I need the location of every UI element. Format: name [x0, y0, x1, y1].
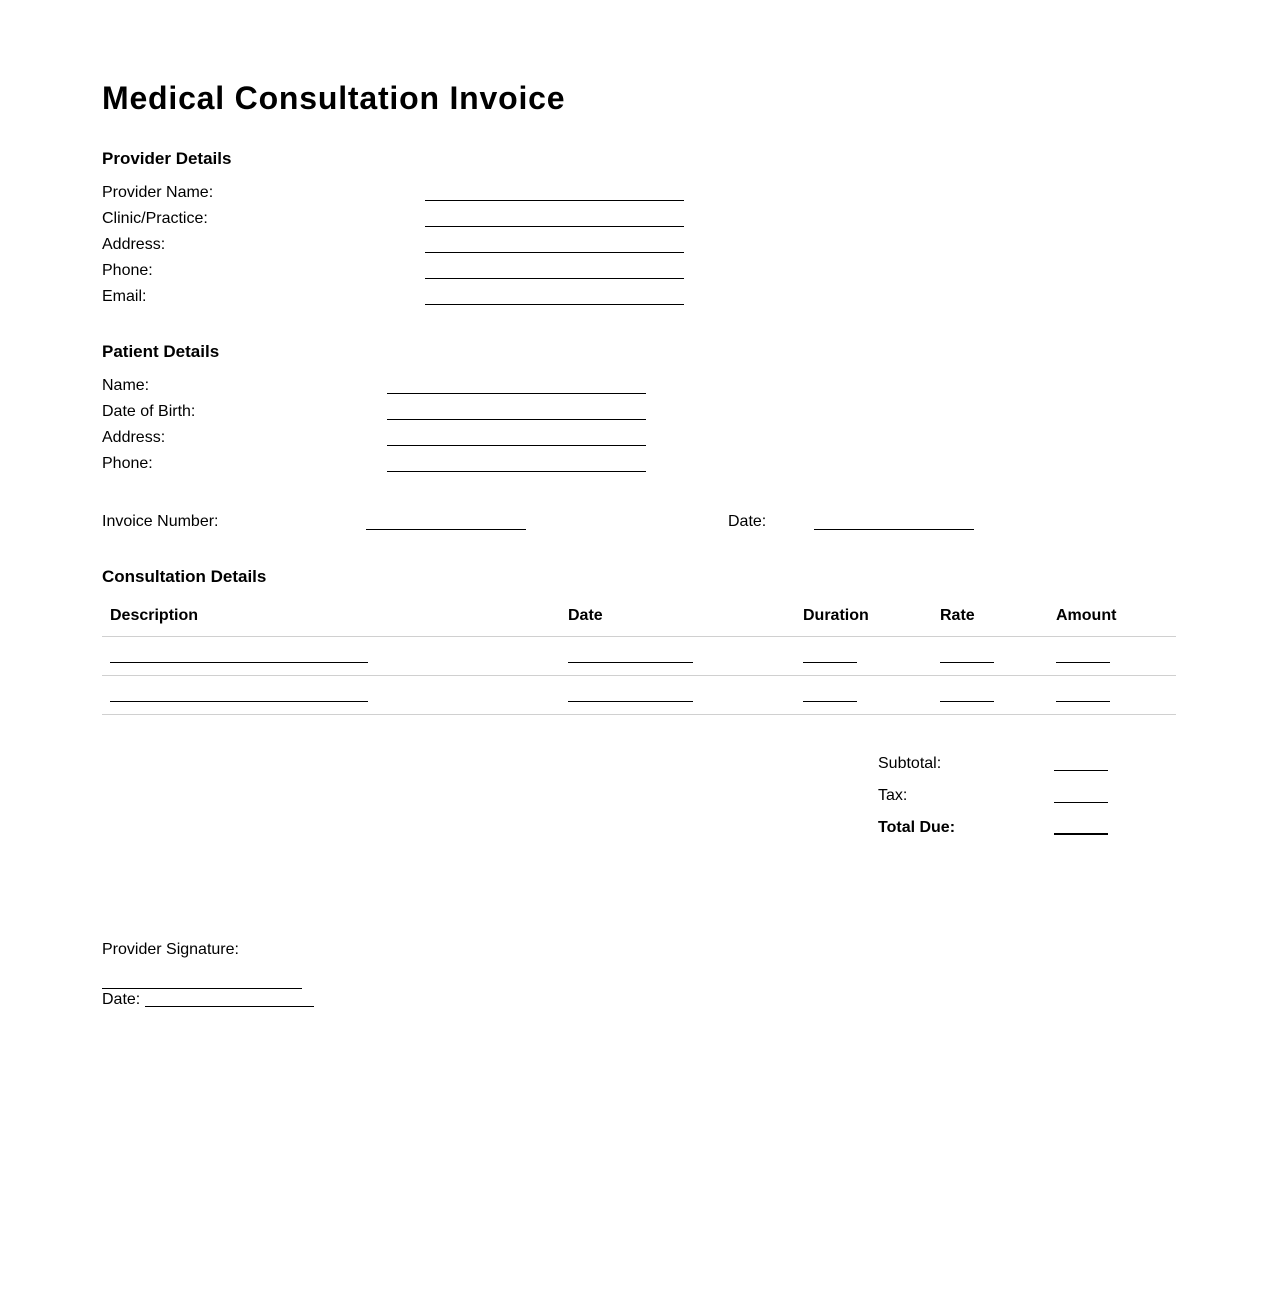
invoice-number-field[interactable]: [366, 529, 526, 530]
provider-name-row: [102, 183, 802, 209]
total-due-label: Total Due:: [878, 819, 956, 836]
row-2-date-field[interactable]: [568, 701, 693, 702]
row-1-rate-field[interactable]: [940, 662, 994, 663]
column-header-rate: Rate: [940, 607, 975, 624]
provider-details-heading: Provider Details: [102, 149, 232, 168]
column-header-duration: Duration: [803, 607, 869, 624]
table-divider: [102, 636, 1176, 637]
provider-address-label: Address:: [102, 236, 166, 253]
provider-email-field[interactable]: [425, 304, 684, 305]
row-1-description-field[interactable]: [110, 662, 368, 663]
table-divider: [102, 714, 1176, 715]
column-header-date: Date: [568, 607, 603, 624]
provider-signature-field[interactable]: [102, 988, 302, 989]
provider-name-field[interactable]: [425, 200, 684, 201]
row-2-rate-field[interactable]: [940, 701, 994, 702]
tax-label: Tax:: [878, 787, 908, 804]
clinic-practice-label: Clinic/Practice:: [102, 210, 208, 227]
row-1-duration-field[interactable]: [803, 662, 857, 663]
clinic-practice-field[interactable]: [425, 226, 684, 227]
invoice-number-label: Invoice Number:: [102, 513, 219, 530]
row-2-description-field[interactable]: [110, 701, 368, 702]
signature-date-field[interactable]: [145, 1006, 314, 1007]
consultation-details-heading: Consultation Details: [102, 567, 267, 586]
provider-email-label: Email:: [102, 288, 147, 305]
provider-email-row: [102, 287, 802, 313]
table-divider: [102, 675, 1176, 676]
provider-phone-field[interactable]: [425, 278, 684, 279]
patient-address-field[interactable]: [387, 445, 646, 446]
provider-address-field[interactable]: [425, 252, 684, 253]
row-2-duration-field[interactable]: [803, 701, 857, 702]
signature-date-label: Date:: [102, 991, 141, 1008]
patient-dob-label: Date of Birth:: [102, 403, 196, 420]
patient-details-heading: Patient Details: [102, 342, 220, 361]
provider-phone-row: [102, 261, 802, 287]
patient-phone-label: Phone:: [102, 455, 153, 472]
patient-address-label: Address:: [102, 429, 166, 446]
subtotal-field[interactable]: [1054, 770, 1108, 771]
patient-name-row: [102, 376, 802, 402]
row-2-amount-field[interactable]: [1056, 701, 1110, 702]
column-header-amount: Amount: [1056, 607, 1117, 624]
tax-field[interactable]: [1054, 802, 1108, 803]
clinic-practice-row: [102, 209, 802, 235]
patient-address-row: [102, 428, 802, 454]
invoice-date-field[interactable]: [814, 529, 974, 530]
provider-signature-label: Provider Signature:: [102, 941, 239, 958]
provider-address-row: [102, 235, 802, 261]
row-1-amount-field[interactable]: [1056, 662, 1110, 663]
patient-name-field[interactable]: [387, 393, 646, 394]
patient-phone-field[interactable]: [387, 471, 646, 472]
provider-phone-label: Phone:: [102, 262, 153, 279]
subtotal-label: Subtotal:: [878, 755, 942, 772]
row-1-date-field[interactable]: [568, 662, 693, 663]
column-header-description: Description: [110, 607, 199, 624]
total-due-field[interactable]: [1054, 833, 1108, 835]
invoice-date-label: Date:: [728, 513, 767, 530]
patient-dob-field[interactable]: [387, 419, 646, 420]
patient-phone-row: [102, 454, 802, 480]
provider-name-label: Provider Name:: [102, 184, 214, 201]
page-title: Medical Consultation Invoice: [102, 80, 566, 116]
patient-name-label: Name:: [102, 377, 150, 394]
patient-dob-row: [102, 402, 802, 428]
